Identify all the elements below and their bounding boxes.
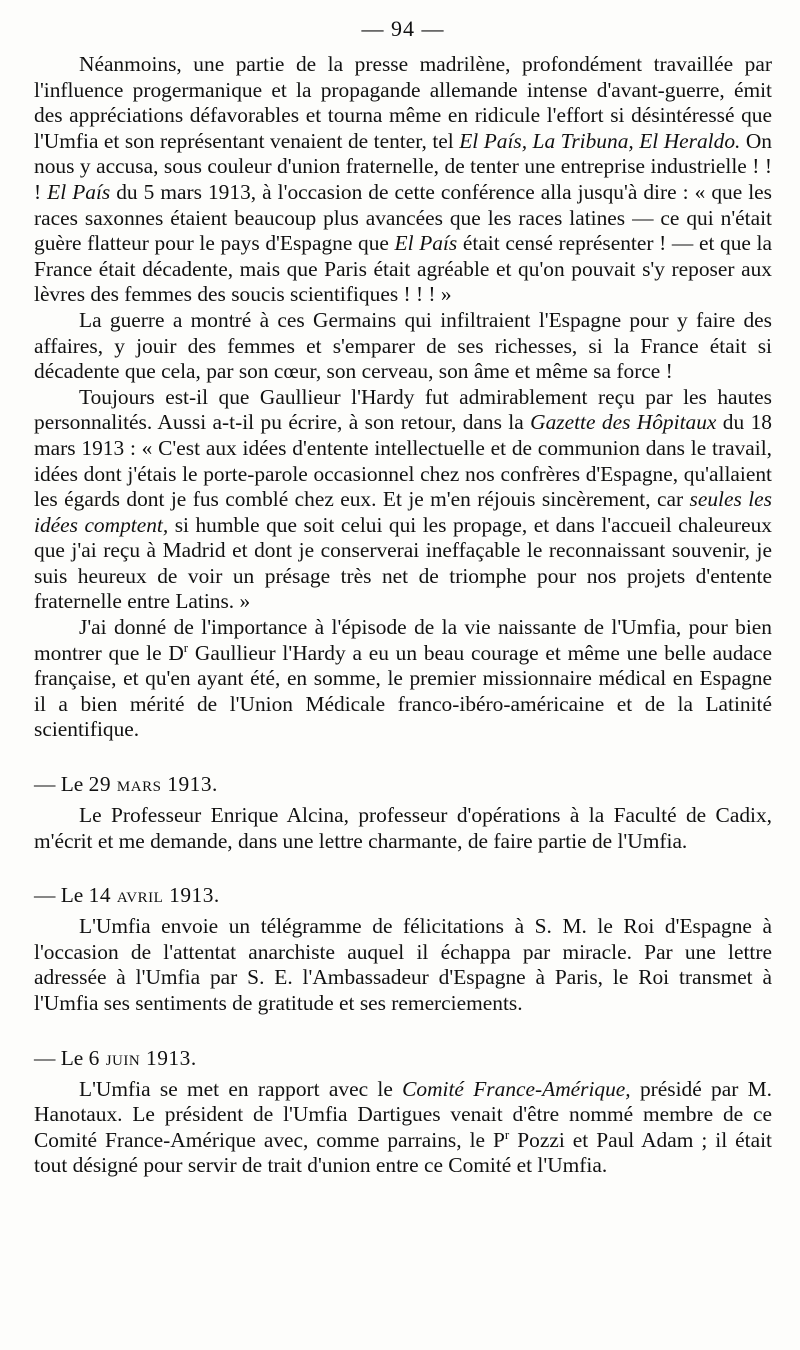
entry-heading xyxy=(34,1045,772,1071)
paragraph-gazette-quote xyxy=(34,385,772,615)
paragraph-episode-importance xyxy=(34,615,772,743)
text-run: On nous y accusa, sous couleur d'union fraternelle, de tenter une entreprise industrielle ! ! ! xyxy=(34,128,773,204)
heading-prefix: — Le xyxy=(34,883,89,908)
superscript: r xyxy=(183,639,189,655)
superscript: r xyxy=(504,1126,510,1142)
heading-prefix: — Le xyxy=(34,1045,89,1070)
heading-prefix: — Le xyxy=(34,772,89,797)
text-run: Néanmoins, une partie de la presse madrilène, profondément travaillée par l'influence progermanique et la propagande allemande intense d'avant-guerre, émit des appréciations défavorables et tourna même en ridicule l'effort si désintéressé que l'Umfia et son représentant venaient de tenter, tel xyxy=(34,52,772,153)
newspaper-title: El País xyxy=(47,179,111,204)
paragraph-war-remark: La guerre a montré à ces Germains qui infiltraient l'Espagne pour y faire des affaires, y jouir des femmes et s'emparer de ses richesses, si la France était si décadente que cela, par son cœur, son cerveau, son âme et même sa force ! xyxy=(34,307,772,384)
newspaper-title: El País xyxy=(394,231,458,256)
heading-date: 6 juin 1913. xyxy=(88,1045,197,1070)
journal-title: Gazette des Hôpitaux xyxy=(530,410,717,435)
entry-heading xyxy=(34,882,772,908)
text-run: Gaullieur l'Hardy a eu un beau courage et même une belle audace française, et qu'en ayant été, en somme, le premier missionnaire médical en Espagne il a bien mérité de l'Union Médicale franco-ibéro-américaine et de la Latinité scientifique. xyxy=(34,640,772,742)
heading-date: 29 mars 1913. xyxy=(88,772,218,797)
text-run: était censé représenter ! — et que la France était décadente, mais que Paris était agréable et qu'on pouvait s'y reposer aux lèvres des femmes des soucis scientifiques ! ! ! » xyxy=(34,231,772,307)
text-run: J'ai donné de l'importance à l'épisode de la vie naissante de l'Umfia, pour bien montrer que le D xyxy=(34,615,772,665)
text-run: si humble que soit celui qui les propage, et dans l'accueil chaleureux que j'ai reçu à Madrid et dont je conserverai ineffaçable le reconnaissant souvenir, je suis heureux de voir un présage très net de triomphe pour nos projets d'entente fraternelle entre Latins. » xyxy=(34,512,772,614)
paragraph-press-criticism xyxy=(34,52,772,308)
text-run: du 5 mars 1913, à l'occasion de cette conférence alla jusqu'à dire : « que les races saxonnes étaient beaucoup plus avancées que les races latines — ce qui n'était guère flatteur pour le pays d'Espagne que xyxy=(34,179,772,256)
page-number: — 94 — xyxy=(361,16,445,41)
entry-heading xyxy=(34,771,772,797)
entry-text: L'Umfia envoie un télégramme de félicitations à S. M. le Roi d'Espagne à l'occasion de l'attentat anarchiste auquel il échappa par miracle. Par une lettre adressée à l'Umfia par S. E. l'Ambassadeur d'Espagne à Paris, le Roi transmet à l'Umfia ses sentiments de gratitude et ses remerciements. xyxy=(34,914,772,1015)
entry-text: Le Professeur Enrique Alcina, professeur d'opérations à la Faculté de Cadix, m'écrit et me demande, dans une lettre charmante, de faire partie de l'Umfia. xyxy=(34,803,772,853)
entry-text xyxy=(34,1077,772,1179)
emphasis: seules les idées comptent, xyxy=(34,487,772,537)
text-run: du 18 mars 1913 : « C'est aux idées d'entente intellectuelle et de communion dans le travail, idées dont j'étais le porte-parole occasionnel chez nos confrères d'Espagne, qu'allaient les égards dont je fus comblé chez eux. Et je m'en réjouis sincèrement, car xyxy=(34,410,772,512)
text-run: Toujours est-il que Gaullieur l'Hardy fut admirablement reçu par les hautes personnalités. Aussi a-t-il pu écrire, à son retour, dans la xyxy=(34,384,772,435)
newspaper-titles: El País, La Tribuna, El Heraldo. xyxy=(459,128,741,153)
text-run: L'Umfia se met en rapport avec le xyxy=(79,1076,403,1101)
committee-name: Comité France-Amérique, xyxy=(402,1076,631,1101)
text-run: Pozzi et Paul Adam ; il était tout désigné pour servir de trait d'union entre ce Comité et l'Umfia. xyxy=(34,1127,772,1178)
heading-date: 14 avril 1913. xyxy=(88,883,220,908)
text-run: présidé par M. Hanotaux. Le président de l'Umfia Dartigues venait d'être nommé membre de ce Comité France-Amérique avec, comme parrains, le P xyxy=(34,1076,772,1152)
